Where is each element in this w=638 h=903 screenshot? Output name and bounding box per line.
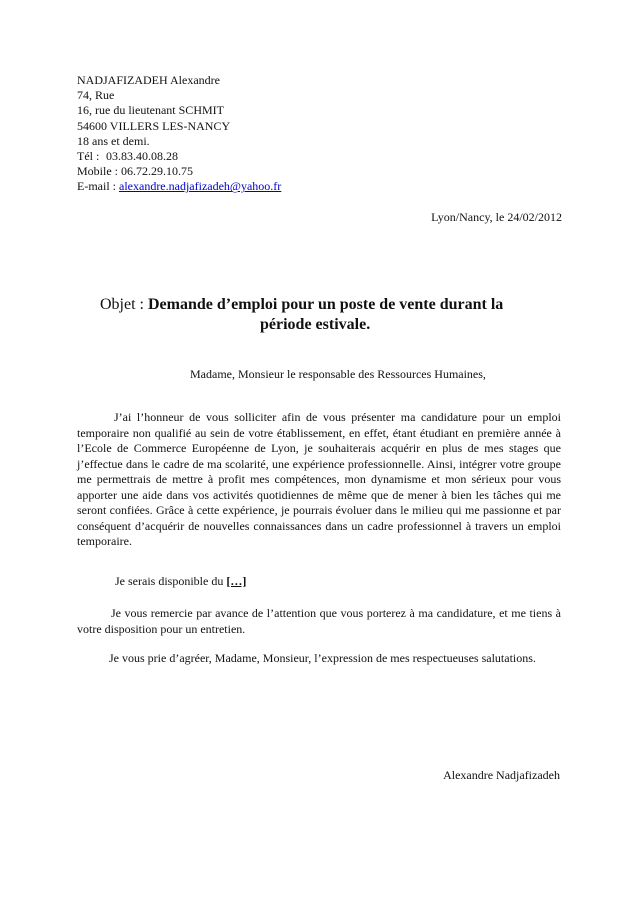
paragraph-closing: Je vous prie d’agréer, Madame, Monsieur, l’expression de mes respectueuses salutations. — [109, 651, 536, 665]
sender-address-line1: 74, Rue — [77, 88, 115, 103]
phone-label: Tél : — [77, 149, 100, 164]
paragraph-availability — [115, 574, 561, 590]
subject-line1: Demande d’emploi pour un poste de vente durant la — [148, 296, 504, 313]
availability-text: Je serais disponible du — [115, 574, 227, 588]
subject-label: Objet : — [100, 296, 148, 313]
salutation: Madame, Monsieur le responsable des Ressources Humaines, — [190, 367, 486, 381]
phone-value: 03.83.40.08.28 — [106, 149, 178, 164]
sender-name: NADJAFIZADEH Alexandre — [77, 73, 220, 87]
sender-city: 54600 VILLERS LES-NANCY — [77, 118, 231, 133]
email-label: E-mail : — [77, 179, 119, 194]
email-link[interactable]: alexandre.nadjafizadeh@yahoo.fr — [119, 179, 282, 194]
subject-heading — [100, 295, 560, 335]
sender-email — [77, 179, 281, 194]
sender-mobile: Mobile : 06.72.29.10.75 — [77, 164, 193, 179]
availability-placeholder: […] — [226, 574, 247, 588]
signature: Alexandre Nadjafizadeh — [443, 768, 560, 782]
paragraph-thanks: Je vous remercie par avance de l’attention que vous porterez à ma candidature, et me tiens à votre disposition pour un entretien. — [77, 606, 561, 636]
place-date: Lyon/Nancy, le 24/02/2012 — [431, 210, 562, 224]
sender-age: 18 ans et demi. — [77, 133, 150, 148]
sender-block — [77, 73, 281, 195]
sender-address-line2: 16, rue du lieutenant SCHMIT — [77, 103, 224, 118]
subject-line2: période estivale. — [260, 316, 371, 333]
sender-phone — [77, 149, 281, 164]
paragraph-motivation: J’ai l’honneur de vous solliciter afin de vous présenter ma candidature pour un emploi temporaire non qualifié au sein de votre établissement, en effet, étant étudiant en première année à l’Ecole de Commerce Européenne de Lyon, je souhaiterais acquérir en plus de mes stages que j’effectue dans le cadre de ma scolarité, une expérience professionnelle. Ainsi, intégrer votre groupe me permettrais de mettre à profit mes compétences, mon dynamisme et mon sérieux pour vous apporter une aide dans vos activités quotidiennes de même que de mener à bien les tâches qui me seront confiées. Grâce à cette expérience, je pourrais évoluer dans le milieu qui me passionne et par conséquent d’acquérir de nouvelles connaissances dans un cadre professionnel à travers un emploi temporaire. — [77, 410, 561, 548]
